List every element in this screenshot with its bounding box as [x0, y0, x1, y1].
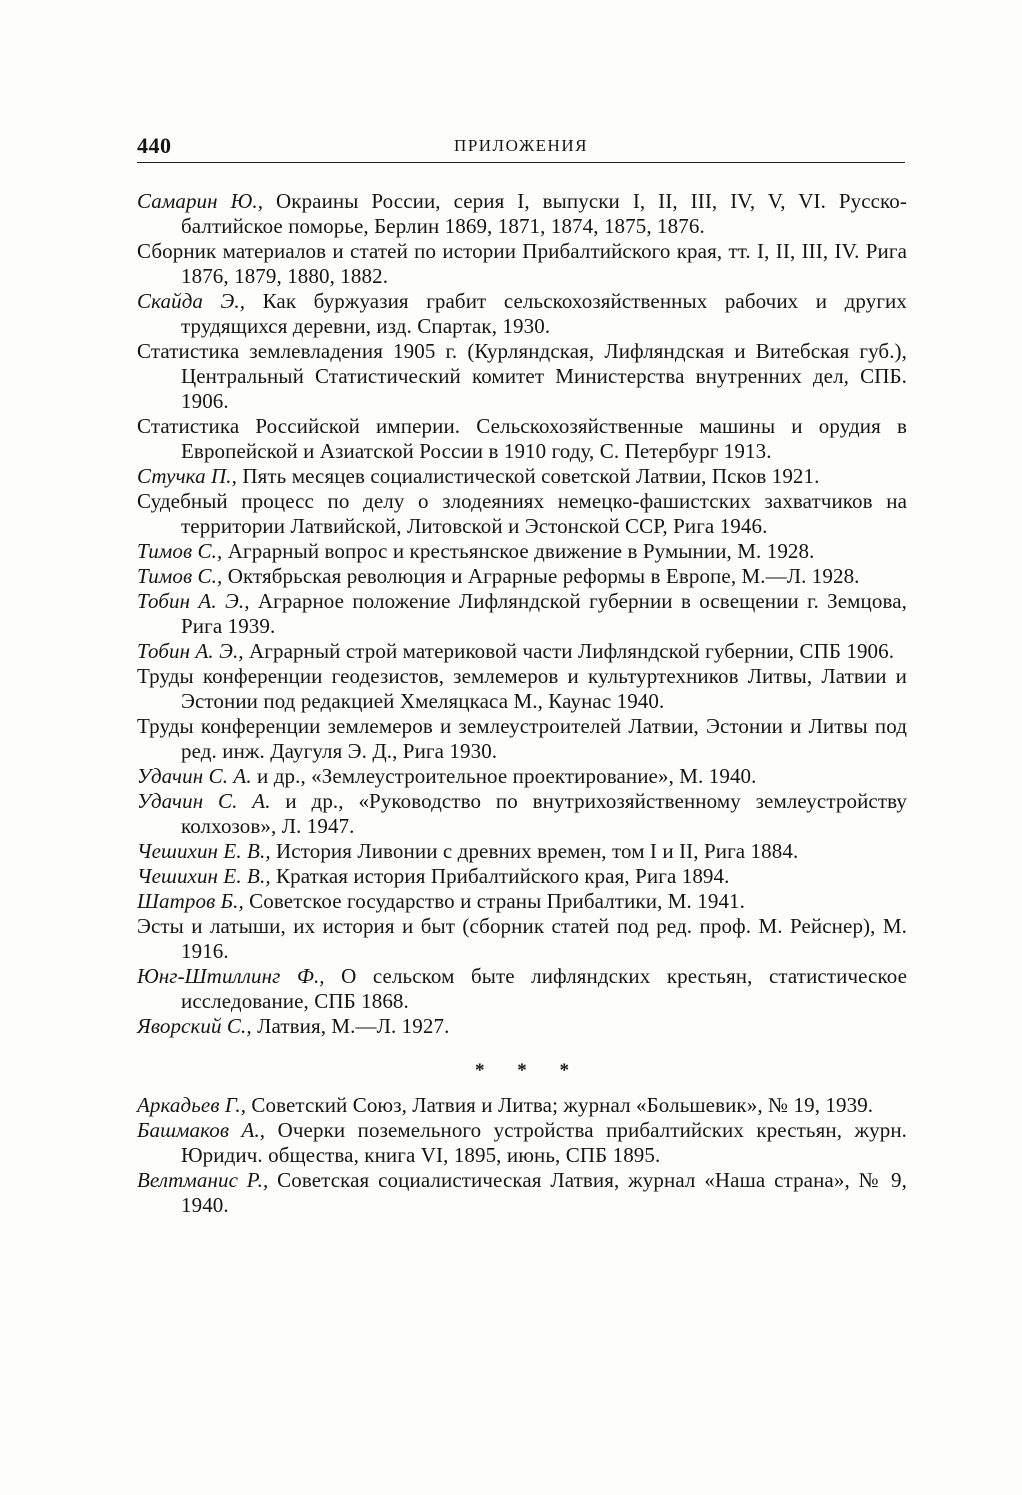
- entry-text: Очерки поземельного устройства прибалтийских крестьян, журн. Юридич. общества, книга VI, 1895, июнь, СПБ 1895.: [181, 1118, 908, 1167]
- entry-text: и др., «Землеустроительное проектирование», М. 1940.: [251, 764, 757, 788]
- entry-author: Башмаков А.,: [137, 1118, 266, 1142]
- bibliography-entry: [137, 189, 907, 239]
- entry-text: Сборник материалов и статей по истории Прибалтийского края, тт. I, II, III, IV. Рига 1876, 1879, 1880, 1882.: [137, 239, 907, 288]
- entry-text: Труды конференции землемеров и землеустроителей Латвии, Эстонии и Литвы под ред. инж. Даугуля Э. Д., Рига 1930.: [137, 714, 907, 763]
- entry-text: Как буржуазия грабит сельскохозяйственных рабочих и других трудящихся деревни, изд. Спартак, 1930.: [181, 289, 907, 338]
- section-separator: * * *: [475, 1060, 583, 1081]
- journal-bibliography-list: [137, 1093, 907, 1218]
- entry-text: История Ливонии с древних времен, том I и II, Рига 1884.: [270, 839, 799, 863]
- bibliography-entry: [137, 789, 907, 839]
- bibliography-entry: [137, 764, 907, 789]
- running-head: ПРИЛОЖЕНИЯ: [454, 136, 588, 155]
- entry-text: Аграрный строй материковой части Лифляндской губернии, СПБ 1906.: [243, 639, 895, 663]
- bibliography-entry: [137, 839, 907, 864]
- entry-author: Тобин А. Э.,: [137, 639, 244, 663]
- entry-text: Краткая история Прибалтийского края, Рига 1894.: [270, 864, 730, 888]
- entry-text: Советский Союз, Латвия и Литва; журнал «Большевик», № 19, 1939.: [246, 1093, 874, 1117]
- entry-author: Чешихин Е. В.,: [137, 864, 271, 888]
- bibliography: [137, 189, 907, 1218]
- entry-author: Юнг-Штиллинг Ф.,: [137, 964, 325, 988]
- bibliography-entry: [137, 639, 907, 664]
- entry-text: Труды конференции геодезистов, землемеров и культуртехников Литвы, Латвии и Эстонии под редакцией Хмеляцкаса М., Каунас 1940.: [137, 664, 907, 713]
- entry-author: Велтманис Р.,: [137, 1168, 269, 1192]
- entry-text: Советское государство и страны Прибалтики, М. 1941.: [243, 889, 745, 913]
- entry-text: Советская социалистическая Латвия, журнал «Наша страна», № 9, 1940.: [181, 1168, 907, 1217]
- bibliography-entry: [137, 464, 907, 489]
- entry-author: Скайда Э.,: [137, 289, 246, 313]
- bibliography-entry: [137, 664, 907, 714]
- bibliography-entry: [137, 714, 907, 764]
- bibliography-entry: [137, 414, 907, 464]
- entry-author: Тимов С.,: [137, 539, 223, 563]
- bibliography-entry: [137, 589, 907, 639]
- page-number: 440: [137, 133, 172, 158]
- entry-author: Аркадьев Г.,: [137, 1093, 247, 1117]
- entry-text: Статистика Российской империи. Сельскохозяйственные машины и орудия в Европейской и Азиатской России в 1910 году, С. Петербург 1913.: [137, 414, 907, 463]
- entry-text: О сельском быте лифляндских крестьян, статистическое исследование, СПБ 1868.: [181, 964, 907, 1013]
- entry-author: Яворский С.,: [137, 1014, 252, 1038]
- entry-text: Эсты и латыши, их история и быт (сборник статей под ред. проф. М. Рейснер), М. 1916.: [137, 914, 907, 963]
- entry-author: Самарин Ю.,: [137, 189, 264, 213]
- bibliography-entry: [137, 339, 907, 414]
- bibliography-entry: [137, 864, 907, 889]
- entry-text: Латвия, М.—Л. 1927.: [251, 1014, 450, 1038]
- entry-author: Удачин С. А.: [137, 764, 252, 788]
- bibliography-entry: [137, 964, 907, 1014]
- entry-author: Чешихин Е. В.,: [137, 839, 271, 863]
- entry-text: и др., «Руководство по внутрихозяйственному землеустройству колхозов», Л. 1947.: [181, 789, 908, 838]
- bibliography-entry: [137, 539, 907, 564]
- entry-text: Октябрьская революция и Аграрные реформы в Европе, М.—Л. 1928.: [222, 564, 860, 588]
- bibliography-entry: [137, 239, 907, 289]
- entry-text: Аграрное положение Лифляндской губернии в освещении г. Земцова, Рига 1939.: [181, 589, 907, 638]
- entry-text: Пять месяцев социалистической советской Латвии, Псков 1921.: [237, 464, 820, 488]
- entry-text: Статистика землевладения 1905 г. (Курляндская, Лифляндская и Витебская губ.), Центральный Статистический комитет Министерства внутренних дел, СПБ. 1906.: [137, 339, 907, 413]
- bibliography-list: [137, 189, 907, 1039]
- page-header: [137, 128, 905, 163]
- bibliography-entry: [137, 1014, 907, 1039]
- bibliography-entry: [137, 1168, 907, 1218]
- entry-author: Тобин А. Э.,: [137, 589, 250, 613]
- bibliography-entry: [137, 564, 907, 589]
- entry-author: Тимов С.,: [137, 564, 223, 588]
- entry-text: Аграрный вопрос и крестьянское движение в Румынии, М. 1928.: [222, 539, 815, 563]
- bibliography-entry: [137, 1118, 907, 1168]
- bibliography-entry: [137, 289, 907, 339]
- bibliography-entry: [137, 1093, 907, 1118]
- entry-text: Окраины России, серия I, выпуски I, II, III, IV, V, VI. Русско-балтийское поморье, Берлин 1869, 1871, 1874, 1875, 1876.: [181, 189, 907, 238]
- bibliography-entry: [137, 889, 907, 914]
- entry-author: Стучка П.,: [137, 464, 238, 488]
- entry-author: Удачин С. А.: [137, 789, 271, 813]
- bibliography-entry: [137, 914, 907, 964]
- entry-author: Шатров Б.,: [137, 889, 244, 913]
- bibliography-entry: [137, 489, 907, 539]
- entry-text: Судебный процесс по делу о злодеяниях немецко-фашистских захватчиков на территории Латвийской, Литовской и Эстонской ССР, Рига 1946.: [137, 489, 907, 538]
